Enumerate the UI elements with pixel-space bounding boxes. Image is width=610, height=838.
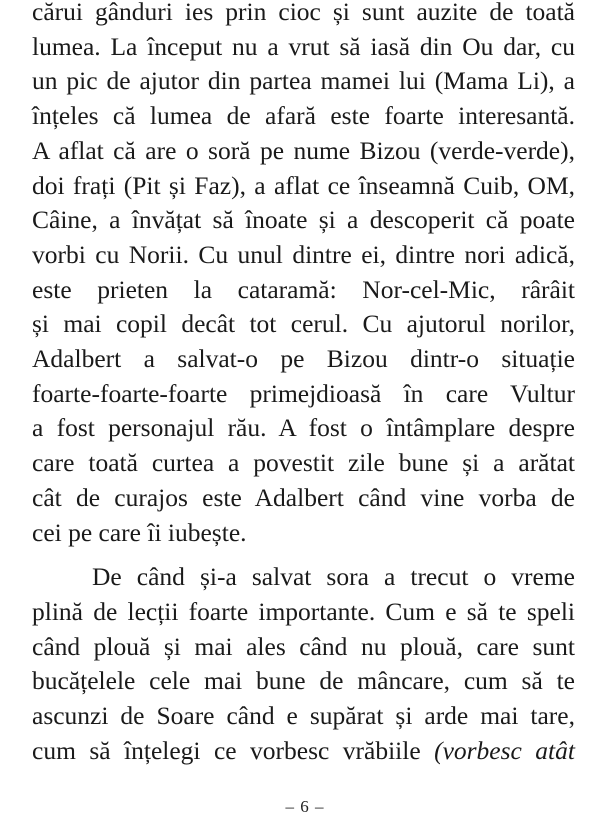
text-line: care toată curtea a povestit zile bune și a arătat: [32, 448, 575, 478]
text-line: bucățelele cele mai bune de mâncare, cum să te: [32, 666, 575, 696]
text-line: a fost personajul rău. A fost o întâmplare despre: [32, 413, 575, 443]
text-line: vorbi cu Norii. Cu unul dintre ei, dintre nori adică,: [32, 239, 575, 269]
text-line: este prieten la cataramă: Nor-cel-Mic, rârâit: [32, 274, 575, 304]
text-line: De când și-a salvat sora a trecut o vreme: [92, 562, 575, 592]
page-number: – 6 –: [285, 797, 325, 816]
text-line: [32, 734, 575, 769]
text-line: doi frați (Pit și Faz), a aflat ce înseamnă Cuib, OM,: [32, 170, 575, 200]
text-line: foarte-foarte-foarte primejdioasă în care Vultur: [32, 378, 575, 408]
text-line: ascunzi de Soare când e supărat și arde mai tare,: [32, 701, 575, 731]
text-line: plină de lecții foarte importante. Cum e să te speli: [32, 596, 575, 626]
text-line: cărui gânduri ies prin cioc și sunt auzite de toată: [32, 0, 575, 26]
text-line: cei pe care îi iubește.: [32, 517, 247, 547]
text-line: când plouă și mai ales când nu plouă, care sunt: [32, 631, 575, 661]
text-plain: cum să înțelegi ce vorbesc vrăbiile: [32, 735, 435, 765]
text-line: un pic de ajutor din partea mamei lui (Mama Li), a: [32, 66, 575, 96]
text-line: cât de curajos este Adalbert când vine vorba de: [32, 482, 575, 512]
text-line: și mai copil decât tot cerul. Cu ajutorul norilor,: [32, 309, 575, 339]
text-line: A aflat că are o soră pe nume Bizou (verde-verde),: [32, 135, 575, 165]
page-body: [32, 0, 575, 768]
text-line: lumea. La început nu a vrut să iasă din Ou dar, cu: [32, 31, 575, 61]
text-line: Câine, a învățat să înoate și a descoperit că poate: [32, 205, 575, 235]
paragraph-2: [32, 560, 575, 768]
paragraph-1: [32, 0, 575, 550]
text-italic: (vorbesc atât: [434, 735, 575, 765]
text-line: înțeles că lumea de afară este foarte interesantă.: [32, 101, 575, 131]
text-line: Adalbert a salvat-o pe Bizou dintr-o situație: [32, 344, 575, 374]
